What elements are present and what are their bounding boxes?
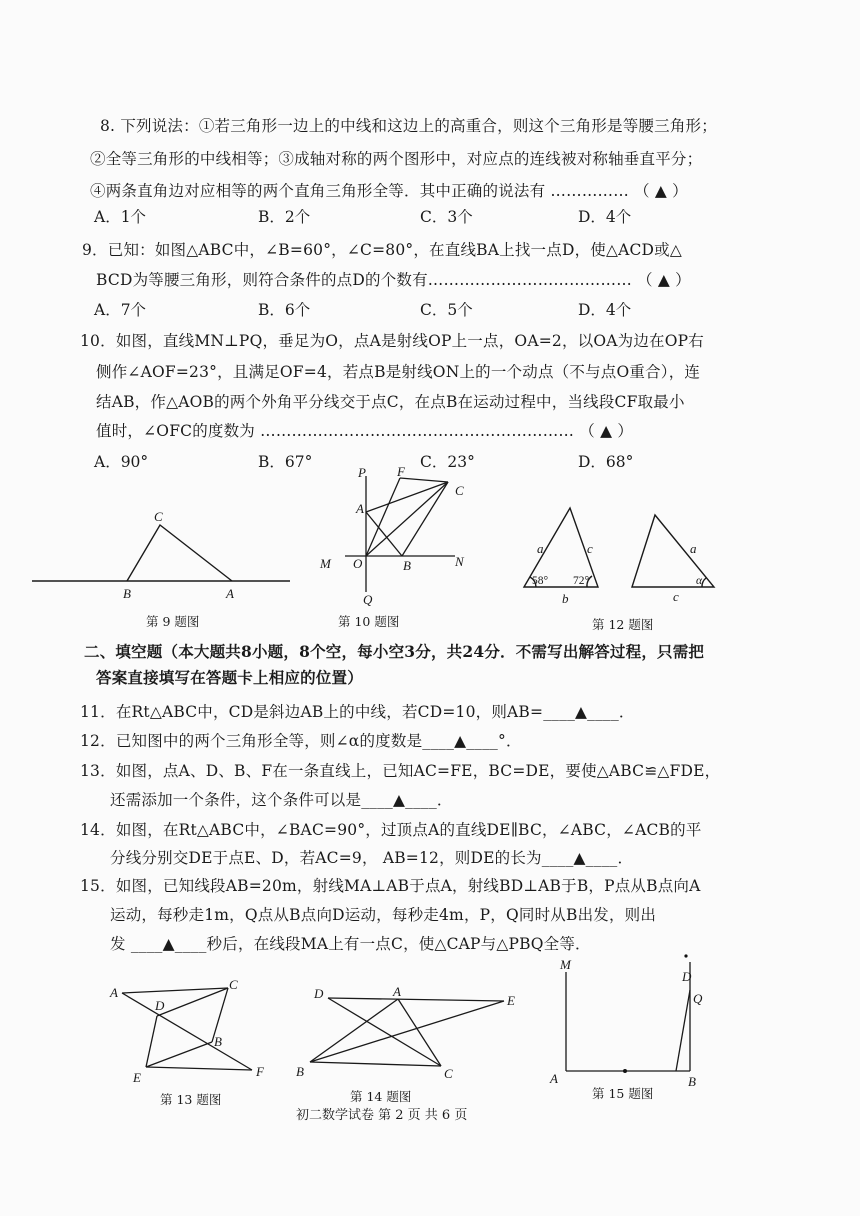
fig12-label-alpha: α bbox=[696, 575, 703, 587]
q10-line1: 10．如图，直线MN⊥PQ，垂足为O，点A是射线OP上一点，OA=2，以OA为边在OP右 bbox=[80, 332, 704, 350]
q8-option-a: A．1个 bbox=[94, 208, 147, 226]
q8-line2: ②全等三角形的中线相等；③成轴对称的两个图形中，对应点的连线被对称轴垂直平分； bbox=[90, 150, 703, 168]
fig9-label-a: A bbox=[226, 586, 234, 601]
fig14-caption: 第 14 题图 bbox=[350, 1089, 412, 1104]
fig10-label-p: P bbox=[358, 465, 366, 480]
q10-option-b: B．67° bbox=[258, 453, 313, 471]
fig14-label-d: D bbox=[314, 986, 324, 1001]
fig10-label-b: B bbox=[403, 558, 411, 573]
q14-line2: 分线分别交DE于点E、D，若AC=9， AB=12，则DE的长为____▲____． bbox=[110, 849, 634, 867]
fig13-label-f: F bbox=[256, 1064, 264, 1079]
fig9-caption: 第 9 题图 bbox=[146, 614, 200, 629]
fig10-label-a: A bbox=[356, 501, 364, 516]
q15-line2: 运动，每秒走1m，Q点从B点向D运动，每秒走4m，P，Q同时从B出发，则出 bbox=[110, 906, 657, 924]
fig14-label-e: E bbox=[507, 993, 515, 1008]
fig12-label-a1: a bbox=[537, 541, 544, 556]
figure-12-triangles bbox=[524, 508, 714, 587]
figure-9-triangle bbox=[32, 525, 290, 581]
fig12-label-c1: c bbox=[587, 541, 593, 556]
q8-line3: ④两条直角边对应相等的两个直角三角形全等．其中正确的说法有 …………… （ ▲ ） bbox=[90, 182, 688, 200]
fig13-label-a: A bbox=[110, 985, 118, 1000]
fig13-label-b: B bbox=[214, 1034, 222, 1049]
fig12-label-c2: c bbox=[673, 589, 679, 604]
q9-option-a: A．7个 bbox=[94, 301, 147, 319]
fig15-caption: 第 15 题图 bbox=[592, 1086, 654, 1101]
q10-option-c: C．23° bbox=[420, 453, 475, 471]
q15-line3: 发 ____▲____秒后，在线段MA上有一点C，使△CAP与△PBQ全等． bbox=[110, 935, 591, 953]
fig15-label-d: D bbox=[682, 969, 692, 984]
fig10-label-c: C bbox=[455, 483, 464, 498]
q8-option-d: D．4个 bbox=[578, 208, 632, 226]
fig10-label-n: N bbox=[455, 554, 464, 569]
fig15-label-b: B bbox=[688, 1074, 696, 1089]
fig14-label-b: B bbox=[296, 1064, 304, 1079]
fig15-label-a: A bbox=[550, 1071, 558, 1086]
q14-line1: 14．如图，在Rt△ABC中，∠BAC=90°，过顶点A的直线DE∥BC，∠ABC，∠ACB的平 bbox=[80, 821, 702, 839]
q11-text: 11．在Rt△ABC中，CD是斜边AB上的中线，若CD=10，则AB=____▲____． bbox=[80, 703, 635, 721]
fig10-caption: 第 10 题图 bbox=[338, 614, 400, 629]
fig14-label-a: A bbox=[393, 984, 401, 999]
fig12-label-a2: a bbox=[690, 541, 697, 556]
q8-option-b: B．2个 bbox=[258, 208, 311, 226]
q9-line2: BCD为等腰三角形，则符合条件的点D的个数有………………………………… （ ▲ ） bbox=[96, 271, 691, 289]
fig10-label-m: M bbox=[320, 556, 331, 571]
q9-option-c: C．5个 bbox=[420, 301, 473, 319]
fig9-label-c: C bbox=[154, 509, 163, 524]
figure-10-diagram bbox=[345, 476, 455, 592]
q10-line2: 侧作∠AOF=23°，且满足OF=4，若点B是射线ON上的一个动点（不与点O重合），连 bbox=[96, 363, 701, 381]
fig13-label-d: D bbox=[155, 998, 165, 1013]
section2-heading-line1: 二、填空题（本大题共8小题，8个空，每小空3分，共24分．不需写出解答过程，只需把 bbox=[84, 642, 705, 661]
q10-option-d: D．68° bbox=[578, 453, 634, 471]
fig14-label-c: C bbox=[444, 1066, 453, 1081]
section2-heading-line2: 答案直接填写在答题卡上相应的位置） bbox=[96, 668, 363, 687]
q9-line1: 9．已知：如图△ABC中，∠B=60°，∠C=80°，在直线BA上找一点D，使△ACD或△ bbox=[82, 241, 682, 259]
q12-text: 12．已知图中的两个三角形全等，则∠α的度数是____▲____°． bbox=[80, 732, 522, 750]
q13-line1: 13．如图，点A、D、B、F在一条直线上，已知AC=FE，BC=DE，要使△ABC≌△FDE， bbox=[80, 762, 721, 780]
fig13-caption: 第 13 题图 bbox=[160, 1092, 222, 1107]
q9-option-b: B．6个 bbox=[258, 301, 311, 319]
fig12-angle-72: 72° bbox=[573, 575, 590, 587]
q15-line1: 15．如图，已知线段AB=20m，射线MA⊥AB于点A，射线BD⊥AB于B，P点从B点向A bbox=[80, 877, 701, 895]
fig10-label-q: Q bbox=[363, 592, 373, 607]
q10-line4: 值时，∠OFC的度数为 …………………………………………………… （ ▲ ） bbox=[96, 422, 634, 440]
fig15-label-m: M bbox=[560, 957, 571, 972]
fig10-label-o: O bbox=[353, 556, 363, 571]
q8-line1: 8. 下列说法：①若三角形一边上的中线和这边上的高重合，则这个三角形是等腰三角形； bbox=[100, 117, 717, 135]
q8-option-c: C．3个 bbox=[420, 208, 473, 226]
q10-line3: 结AB，作△AOB的两个外角平分线交于点C，在点B在运动过程中，当线段CF取最小 bbox=[96, 393, 685, 411]
fig13-label-c: C bbox=[229, 977, 238, 992]
q10-option-a: A．90° bbox=[94, 453, 149, 471]
page-footer: 初二数学试卷 第 2 页 共 6 页 bbox=[296, 1108, 468, 1123]
fig12-caption: 第 12 题图 bbox=[592, 617, 654, 632]
q13-line2: 还需添加一个条件，这个条件可以是____▲____． bbox=[110, 791, 453, 809]
fig9-label-b: B bbox=[123, 586, 131, 601]
fig12-label-b: b bbox=[562, 591, 569, 606]
q9-option-d: D．4个 bbox=[578, 301, 632, 319]
fig15-label-q: Q bbox=[693, 991, 703, 1006]
fig12-angle-58: 58° bbox=[532, 575, 549, 587]
fig13-label-e: E bbox=[133, 1070, 141, 1085]
fig10-label-f: F bbox=[397, 464, 405, 479]
